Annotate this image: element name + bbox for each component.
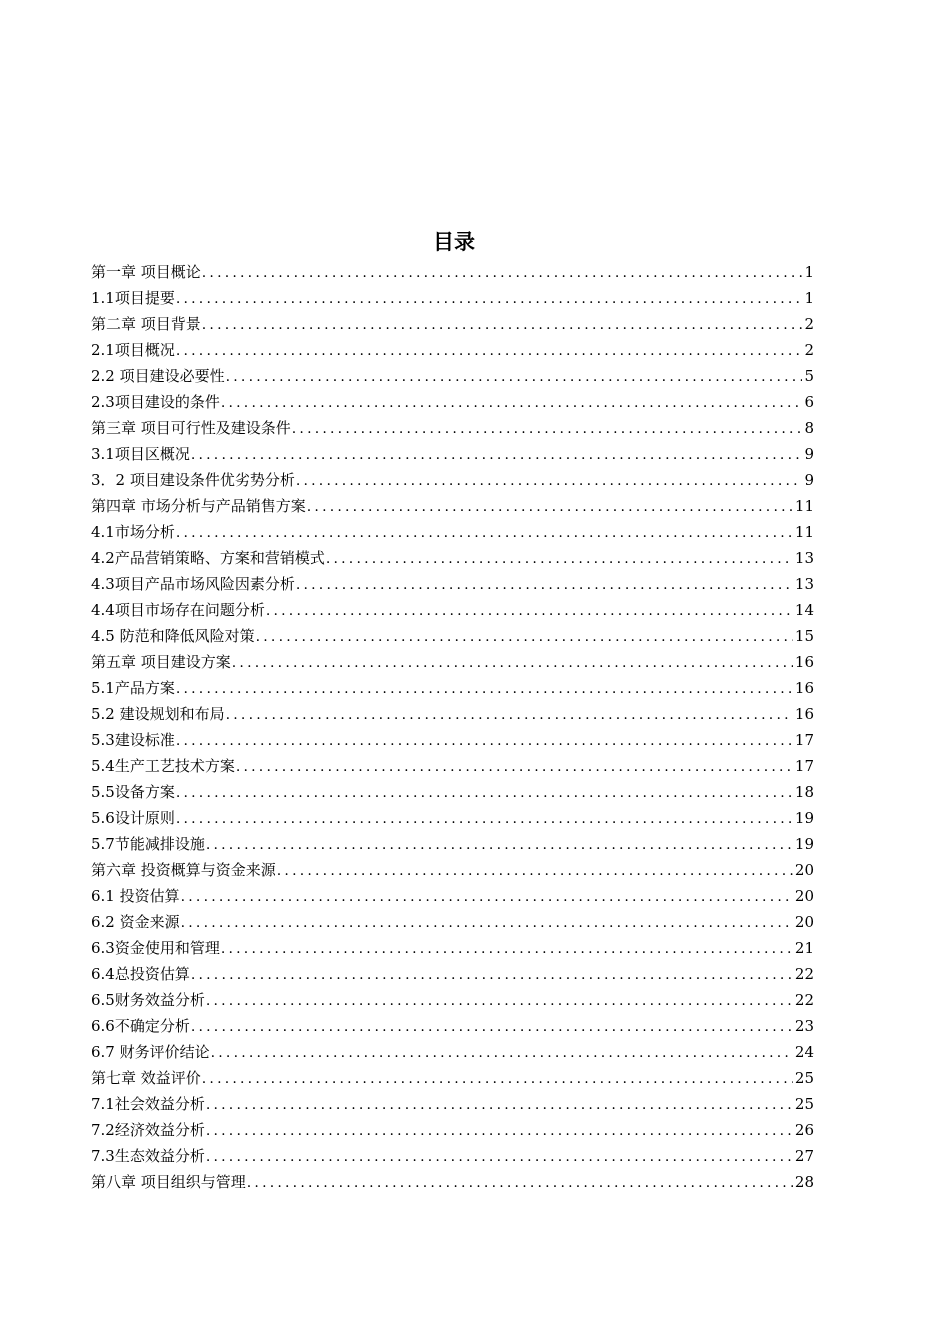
toc-entry-label: 6.2 资金来源 [91,913,180,931]
toc-entry[interactable] [91,493,814,519]
toc-entry[interactable] [91,727,814,753]
toc-entry-page-number: 19 [794,835,814,853]
toc-dot-leader [202,260,803,285]
toc-entry-page-number: 2 [804,341,814,359]
toc-entry-page-number: 20 [794,913,814,931]
toc-entry[interactable] [91,545,814,571]
toc-entry-label: 4.3项目产品市场风险因素分析 [91,575,295,593]
toc-dot-leader [191,962,793,987]
toc-entry[interactable] [91,571,814,597]
toc-entry[interactable] [91,1143,814,1169]
toc-dot-leader [232,650,793,675]
toc-entry-label: 6.3资金使用和管理 [91,939,220,957]
toc-dot-leader [181,910,793,935]
toc-entry[interactable] [91,909,814,935]
toc-entry[interactable] [91,285,814,311]
toc-entry-label: 4.4项目市场存在问题分析 [91,601,265,619]
toc-entry[interactable] [91,701,814,727]
toc-entry-label: 4.5 防范和降低风险对策 [91,627,255,645]
toc-entry-page-number: 21 [794,939,814,957]
toc-entry-page-number: 16 [794,705,814,723]
toc-dot-leader [266,598,793,623]
toc-entry-page-number: 25 [794,1095,814,1113]
toc-entry-page-number: 19 [794,809,814,827]
toc-entry-label: 第二章 项目背景 [91,315,201,333]
toc-entry[interactable] [91,1169,814,1195]
toc-entry-label: 7.2经济效益分析 [91,1121,205,1139]
toc-entry-label: 4.1市场分析 [91,523,175,541]
toc-entry-page-number: 16 [794,653,814,671]
toc-entry[interactable] [91,1013,814,1039]
toc-dot-leader [206,1118,793,1143]
toc-entry-page-number: 13 [794,549,814,567]
toc-dot-leader [206,1144,793,1169]
toc-entry-label: 第一章 项目概论 [91,263,201,281]
toc-entry-label: 6.4总投资估算 [91,965,190,983]
toc-entry-page-number: 13 [794,575,814,593]
toc-entry-page-number: 11 [794,497,814,515]
toc-entry-label: 6.7 财务评价结论 [91,1043,210,1061]
toc-entry-page-number: 22 [794,991,814,1009]
toc-entry[interactable] [91,389,814,415]
toc-entry[interactable] [91,441,814,467]
toc-entry-page-number: 26 [794,1121,814,1139]
toc-entry-page-number: 25 [794,1069,814,1087]
toc-entry-label: 第六章 投资概算与资金来源 [91,861,276,879]
toc-entry-label: 5.7节能减排设施 [91,835,205,853]
toc-entry-label: 5.5设备方案 [91,783,175,801]
toc-dot-leader [176,806,793,831]
toc-entry[interactable] [91,597,814,623]
toc-entry-label: 6.5财务效益分析 [91,991,205,1009]
toc-entry[interactable] [91,259,814,285]
toc-entry[interactable] [91,415,814,441]
toc-entry-label: 1.1项目提要 [91,289,175,307]
toc-entry-label: 5.4生产工艺技术方案 [91,757,235,775]
toc-entry-label: 2.3项目建设的条件 [91,393,220,411]
toc-entry-page-number: 28 [794,1173,814,1191]
toc-entry[interactable] [91,857,814,883]
toc-entry[interactable] [91,1039,814,1065]
toc-entry-page-number: 17 [794,757,814,775]
toc-entry-label: 5.3建设标准 [91,731,175,749]
toc-entry[interactable] [91,467,814,493]
toc-entry-page-number: 20 [794,861,814,879]
toc-dot-leader [181,884,793,909]
toc-dot-leader [176,520,793,545]
toc-dot-leader [296,572,793,597]
toc-dot-leader [221,936,793,961]
toc-entry-label: 第七章 效益评价 [91,1069,201,1087]
toc-entry-page-number: 23 [794,1017,814,1035]
toc-list [91,259,814,1195]
toc-title: 目录 [433,230,475,254]
toc-entry[interactable] [91,753,814,779]
toc-entry[interactable] [91,311,814,337]
toc-entry-label: 第三章 项目可行性及建设条件 [91,419,291,437]
toc-entry-page-number: 9 [804,471,814,489]
toc-entry-page-number: 6 [804,393,814,411]
toc-entry-page-number: 1 [804,263,814,281]
toc-entry[interactable] [91,779,814,805]
toc-entry[interactable] [91,1117,814,1143]
toc-dot-leader [211,1040,793,1065]
toc-entry-label: 7.3生态效益分析 [91,1147,205,1165]
toc-entry-label: 3.1项目区概况 [91,445,190,463]
toc-entry-label: 5.1产品方案 [91,679,175,697]
toc-entry-page-number: 18 [794,783,814,801]
toc-dot-leader [206,832,793,857]
toc-entry[interactable] [91,675,814,701]
toc-dot-leader [176,676,793,701]
toc-dot-leader [307,494,793,519]
toc-dot-leader [206,988,793,1013]
toc-entry-label: 5.2 建设规划和布局 [91,705,225,723]
toc-entry-page-number: 11 [794,523,814,541]
toc-entry[interactable] [91,337,814,363]
toc-entry-page-number: 22 [794,965,814,983]
toc-entry-label: 第四章 市场分析与产品销售方案 [91,497,306,515]
toc-entry-label: 4.2产品营销策略、方案和营销模式 [91,549,325,567]
toc-entry[interactable] [91,883,814,909]
toc-entry-page-number: 20 [794,887,814,905]
toc-entry[interactable] [91,961,814,987]
toc-entry-label: 2.2 项目建设必要性 [91,367,225,385]
toc-entry-page-number: 2 [804,315,814,333]
toc-dot-leader [176,338,803,363]
toc-entry-page-number: 8 [804,419,814,437]
toc-dot-leader [256,624,793,649]
toc-entry-label: 第八章 项目组织与管理 [91,1173,246,1191]
toc-entry[interactable] [91,935,814,961]
toc-entry-page-number: 1 [804,289,814,307]
toc-dot-leader [326,546,793,571]
toc-entry-label: 5.6设计原则 [91,809,175,827]
toc-entry[interactable] [91,805,814,831]
toc-dot-leader [176,780,793,805]
toc-entry[interactable] [91,831,814,857]
toc-entry-label: 第五章 项目建设方案 [91,653,231,671]
toc-entry-page-number: 14 [794,601,814,619]
toc-dot-leader [176,286,803,311]
toc-entry-page-number: 5 [804,367,814,385]
toc-dot-leader [191,442,803,467]
toc-dot-leader [202,1066,793,1091]
toc-entry-page-number: 15 [794,627,814,645]
toc-dot-leader [176,728,793,753]
toc-entry[interactable] [91,519,814,545]
toc-entry[interactable] [91,987,814,1013]
toc-entry-page-number: 9 [804,445,814,463]
toc-entry[interactable] [91,623,814,649]
toc-entry-label: 2.1项目概况 [91,341,175,359]
toc-dot-leader [221,390,803,415]
toc-entry[interactable] [91,649,814,675]
toc-entry[interactable] [91,363,814,389]
toc-entry-page-number: 24 [794,1043,814,1061]
toc-dot-leader [236,754,793,779]
toc-dot-leader [226,702,793,727]
toc-entry[interactable] [91,1065,814,1091]
toc-dot-leader [296,468,803,493]
toc-entry-label: 6.6不确定分析 [91,1017,190,1035]
toc-dot-leader [292,416,803,441]
toc-entry-page-number: 27 [794,1147,814,1165]
toc-dot-leader [206,1092,793,1117]
toc-dot-leader [202,312,803,337]
toc-entry-label: 3．2 项目建设条件优劣势分析 [91,471,295,489]
toc-entry-page-number: 17 [794,731,814,749]
toc-dot-leader [247,1170,793,1195]
toc-dot-leader [191,1014,793,1039]
toc-entry[interactable] [91,1091,814,1117]
toc-entry-label: 6.1 投资估算 [91,887,180,905]
toc-entry-page-number: 16 [794,679,814,697]
toc-dot-leader [277,858,793,883]
toc-entry-label: 7.1社会效益分析 [91,1095,205,1113]
toc-dot-leader [226,364,803,389]
